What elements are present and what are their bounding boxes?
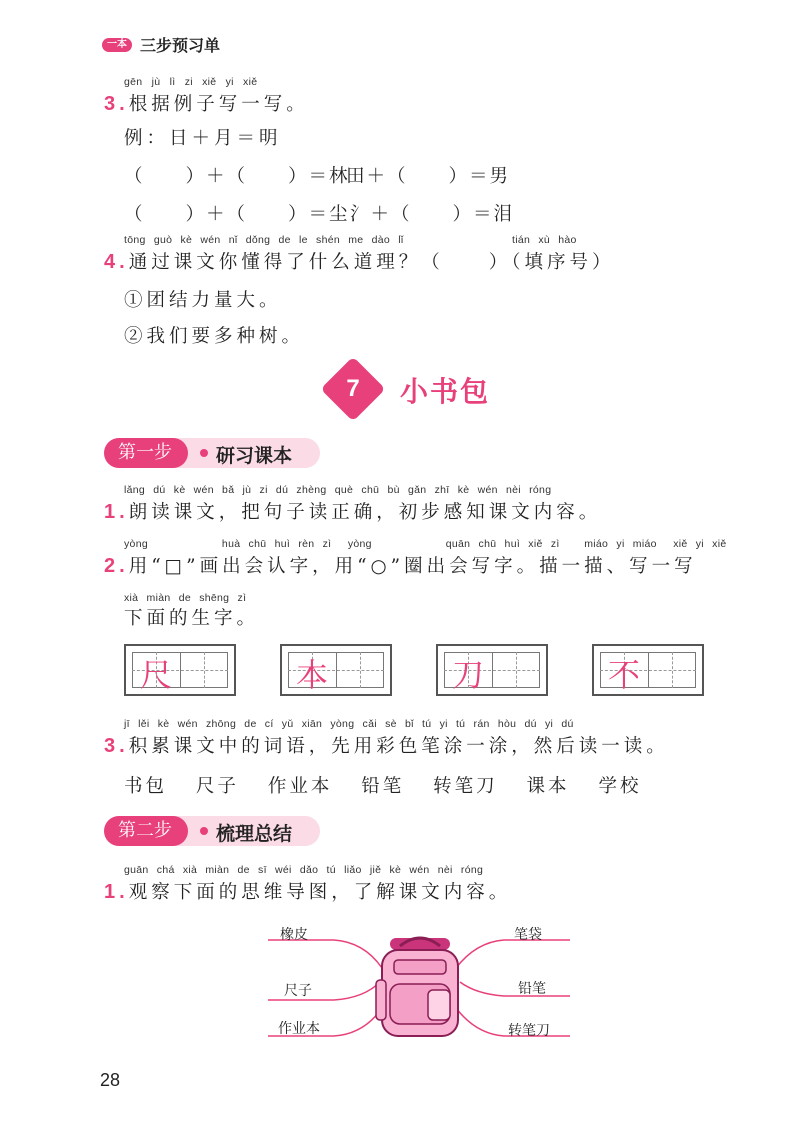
writing-grid-char: 不: [607, 656, 640, 694]
q3-prev-number: 3.: [104, 93, 129, 115]
word-item[interactable]: 作业本: [267, 776, 333, 797]
writing-grid[interactable]: [592, 644, 704, 696]
writing-grid[interactable]: [280, 644, 392, 696]
step2-label: 第二步: [104, 816, 188, 846]
word-item[interactable]: 转笔刀: [433, 776, 498, 797]
step1-q1-number: 1.: [104, 501, 129, 523]
word-list: [124, 772, 641, 798]
q3-prev-row2b: 氵＋（ ）＝泪: [350, 204, 515, 225]
mind-map-right-item: 笔袋: [514, 927, 542, 943]
q4-prev-pinyin2: tián xù hào: [512, 234, 577, 246]
step1-label: 第一步: [104, 438, 188, 468]
word-item[interactable]: 书包: [124, 776, 168, 797]
q4-prev-text: 通过课文你懂得了什么道理？（ ）（填序号）: [128, 252, 615, 273]
q4-prev-pinyin: tōng guò kè wén nǐ dǒng de le shén me dào lǐ: [124, 234, 404, 246]
q3-prev-pinyin: gēn jù lì zi xiě yi xiě: [124, 76, 258, 88]
lesson-number: 7: [346, 375, 360, 402]
writing-grid[interactable]: [436, 644, 548, 696]
step2-q1-line: [104, 878, 511, 904]
step1-q3-pinyin: jī lěi kè wén zhōng de cí yǔ xiān yòng cǎi sè bǐ tú yi tú rán hòu dú yi dú: [124, 718, 574, 730]
step1-q3-text: 积累课文中的词语，先用彩色笔涂一涂，然后读一读。: [128, 736, 669, 757]
q4-prev-option-2: ②我们要多种树。: [124, 326, 305, 347]
step1-dot: [200, 449, 208, 457]
step1-q2-pinyin2: xià miàn de shēng zì: [124, 592, 247, 604]
q3-prev-text: 根据例子写一写。: [128, 94, 309, 115]
mind-map-left-item: 尺子: [284, 983, 312, 999]
step2-q1-text: 观察下面的思维导图，了解课文内容。: [128, 882, 512, 903]
writing-grid-char: 刀: [451, 656, 484, 694]
q4-prev-option-1: ①团结力量大。: [124, 290, 282, 311]
header-title: 三步预习单: [140, 38, 221, 55]
step1-q1-text: 朗读课文，把句子读正确，初步感知课文内容。: [128, 502, 602, 523]
writing-grid[interactable]: [124, 644, 236, 696]
page-number: 28: [100, 1070, 121, 1090]
word-item[interactable]: 课本: [526, 776, 570, 797]
lesson-title: 小书包: [400, 375, 491, 408]
step1-q1-pinyin: lǎng dú kè wén bǎ jù zi dú zhèng què chū bù gǎn zhī kè wén nèi róng: [124, 484, 552, 496]
step1-title: 研习课本: [216, 445, 293, 467]
step1-q2-text: 用“□”画出会认字，用“○”圈出会写字。描一描、写一写: [128, 556, 697, 577]
q3-prev-line: [104, 90, 309, 116]
step2-q1-number: 1.: [104, 881, 129, 903]
step2-dot: [200, 827, 208, 835]
step1-q2-pinyin: yòng huà chū huì rèn zì yòng quān chū huì xiě zì miáo yi miáo xiě yi xiě: [124, 538, 727, 550]
q4-prev-line: [104, 248, 614, 274]
q3-prev-row1a: （ ）＋（ ）＝林: [124, 166, 350, 187]
writing-grid-char: 本: [295, 656, 328, 694]
mind-map-left-item: 作业本: [278, 1021, 320, 1037]
q3-prev-row2a: （ ）＋（ ）＝尘: [124, 204, 350, 225]
step1-q1-line: [104, 498, 601, 524]
q3-prev-row1b: 田＋（ ）＝男: [346, 166, 511, 187]
word-item[interactable]: 铅笔: [361, 776, 405, 797]
step2-q1-pinyin: guān chá xià miàn de sī wéi dǎo tú liǎo jiě kè wén nèi róng: [124, 864, 484, 876]
mind-map-left-item: 橡皮: [280, 927, 308, 943]
step1-q3-number: 3.: [104, 735, 129, 757]
word-item[interactable]: 尺子: [195, 776, 239, 797]
q4-prev-number: 4.: [104, 251, 129, 273]
writing-grid-char: 尺: [139, 656, 172, 694]
mind-map-right-item: 转笔刀: [508, 1023, 550, 1039]
step1-q3-line: [104, 732, 669, 758]
brand-badge: 一本: [102, 38, 132, 52]
word-item[interactable]: 学校: [598, 776, 642, 797]
q3-prev-example: 例：日＋月＝明: [124, 128, 282, 149]
step2-title: 梳理总结: [216, 823, 293, 845]
step1-q2-number: 2.: [104, 555, 129, 577]
backpack-icon: [376, 938, 458, 1036]
step1-q2-line: [104, 552, 697, 578]
mind-map-right-item: 铅笔: [518, 981, 546, 997]
step1-q2-text2: 下面的生字。: [124, 608, 260, 629]
